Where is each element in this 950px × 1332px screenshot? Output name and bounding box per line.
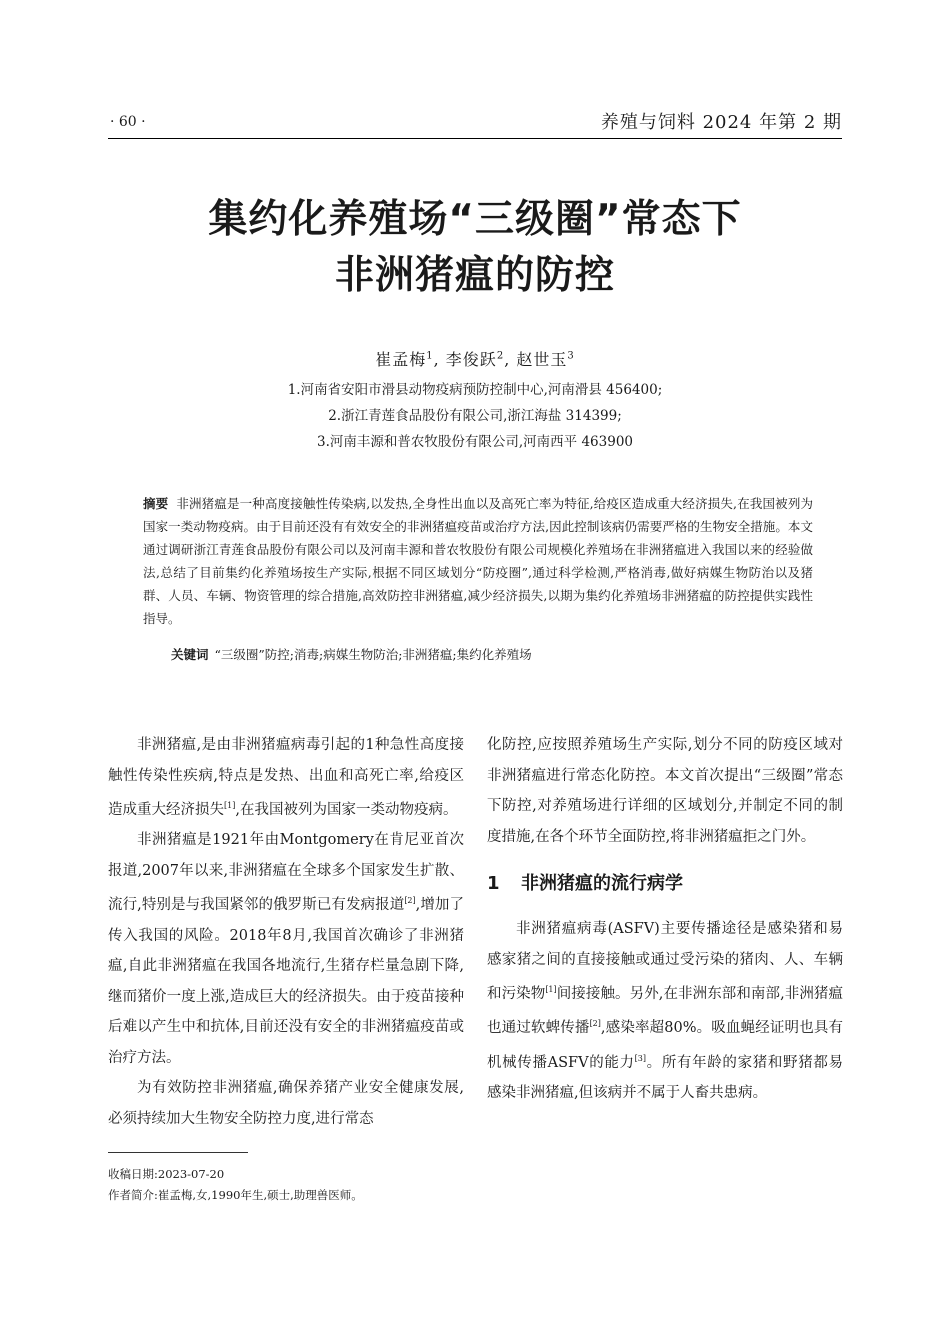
author-name: 赵世玉 (516, 350, 568, 369)
article-title (60, 192, 890, 304)
section-title: 非洲猪瘟的流行病学 (521, 873, 683, 894)
section-heading (487, 866, 843, 902)
paragraph: 非洲猪瘟是1921年由Montgomery在肯尼亚首次报道,2007年以来,非洲猪瘟在全球多个国家发生扩散、流行,特别是与我国紧邻的俄罗斯已有发病报道[2],增加了传入我国的风险。2018年8月,我国首次确诊了非洲猪瘟,自此非洲猪瘟在我国各地流行,生猪存栏量急剧下降,继而猪价一度上涨,造成巨大的经济损失。由于疫苗接种后难以产生中和抗体,目前还没有安全的非洲猪瘟疫苗或治疗方法。 (108, 832, 465, 1066)
paragraph: 非洲猪瘟,是由非洲猪瘟病毒引起的1种急性高度接触性传染性疾病,特点是发热、出血和高死亡率,给疫区造成重大经济损失[1],在我国被列为国家一类动物疫病。 (108, 737, 464, 818)
affiliation-1: 1.河南省安阳市滑县动物疫病预防控制中心,河南滑县 456400; (287, 382, 663, 398)
title-line-1: 集约化养殖场“三级圈”常态下 (208, 197, 742, 242)
affiliation-2: 2.浙江青莲食品股份有限公司,浙江海盐 314399; (328, 408, 622, 424)
footnote-rule (108, 1152, 248, 1153)
author-list (0, 347, 950, 370)
paragraph: 化防控,应按照养殖场生产实际,划分不同的防疫区域对非洲猪瘟进行常态化防控。本文首次提出“三级圈”常态下防控,对养殖场进行详细的区域划分,并制定不同的制度措施,在各个环节全面防控,将非洲猪瘟拒之门外。 (487, 737, 843, 845)
keywords-label: 关键词 (171, 647, 209, 662)
affiliation-3: 3.河南丰源和普农牧股份有限公司,河南西平 463900 (317, 434, 633, 450)
paragraph: 为有效防控非洲猪瘟,确保养猪产业安全健康发展,必须持续加大生物安全防控力度,进行常态 (108, 1080, 464, 1127)
abstract-label: 摘要 (143, 496, 169, 511)
section-number: 1 (487, 873, 500, 894)
author-name: 李俊跃 (445, 350, 497, 369)
author-bio: 作者简介:崔孟梅,女,1990年生,硕士,助理兽医师。 (108, 1188, 363, 1202)
paragraph: 非洲猪瘟病毒(ASFV)主要传播途径是感染猪和易感家猪之间的直接接触或通过受污染的猪肉、人、车辆和污染物[1]间接接触。另外,在非洲东部和南部,非洲猪瘟也通过软蜱传播[2],感染率超80%。吸血蝇经证明也具有机械传播ASFV的能力[3]。所有年龄的家猪和野猪都易感染非洲猪瘟,但该病并不属于人畜共患病。 (487, 921, 844, 1101)
author-separator: , (433, 350, 440, 369)
author-mark: 3 (567, 350, 575, 362)
author-name: 崔孟梅 (375, 350, 427, 369)
received-date: 收稿日期:2023-07-20 (108, 1167, 225, 1181)
citation-ref[interactable]: [2] (404, 896, 416, 906)
citation-ref[interactable]: [3] (634, 1053, 647, 1063)
running-header (108, 108, 842, 139)
body-column-left (108, 730, 464, 1134)
body-column-right (487, 730, 843, 1108)
page-number: · 60 · (110, 114, 146, 130)
citation-ref[interactable]: [1] (545, 985, 557, 994)
author-mark: 2 (496, 350, 505, 362)
author-mark: 1 (426, 350, 434, 362)
keywords-text: “三级圈”防控;消毒;病媒生物防治;非洲猪瘟;集约化养殖场 (214, 647, 532, 662)
journal-issue: 养殖与饲料 2024 年第 2 期 (600, 112, 842, 133)
abstract (143, 492, 813, 630)
author-separator: , (504, 350, 511, 369)
keywords (171, 645, 811, 663)
abstract-text: 非洲猪瘟是一种高度接触性传染病,以发热,全身性出血以及高死亡率为特征,给疫区造成重大经济损失,在我国被列为国家一类动物疫病。由于目前还没有有效安全的非洲猪瘟疫苗或治疗方法,因此控制该病仍需要严格的生物安全措施。本文通过调研浙江青莲食品股份有限公司以及河南丰源和普农牧股份有限公司规模化养殖场在非洲猪瘟进入我国以来的经验做法,总结了目前集约化养殖场按生产实际,根据不同区域划分“防疫圈”,通过科学检测,严格消毒,做好病媒生物防治以及猪群、人员、车辆、物资管理的综合措施,高效防控非洲猪瘟,减少经济损失,以期为集约化养殖场非洲猪瘟的防控提供实践性指导。 (143, 496, 813, 626)
citation-ref[interactable]: [1] (224, 801, 236, 810)
title-line-2: 非洲猪瘟的防控 (334, 253, 615, 298)
citation-ref[interactable]: [2] (589, 1019, 601, 1029)
